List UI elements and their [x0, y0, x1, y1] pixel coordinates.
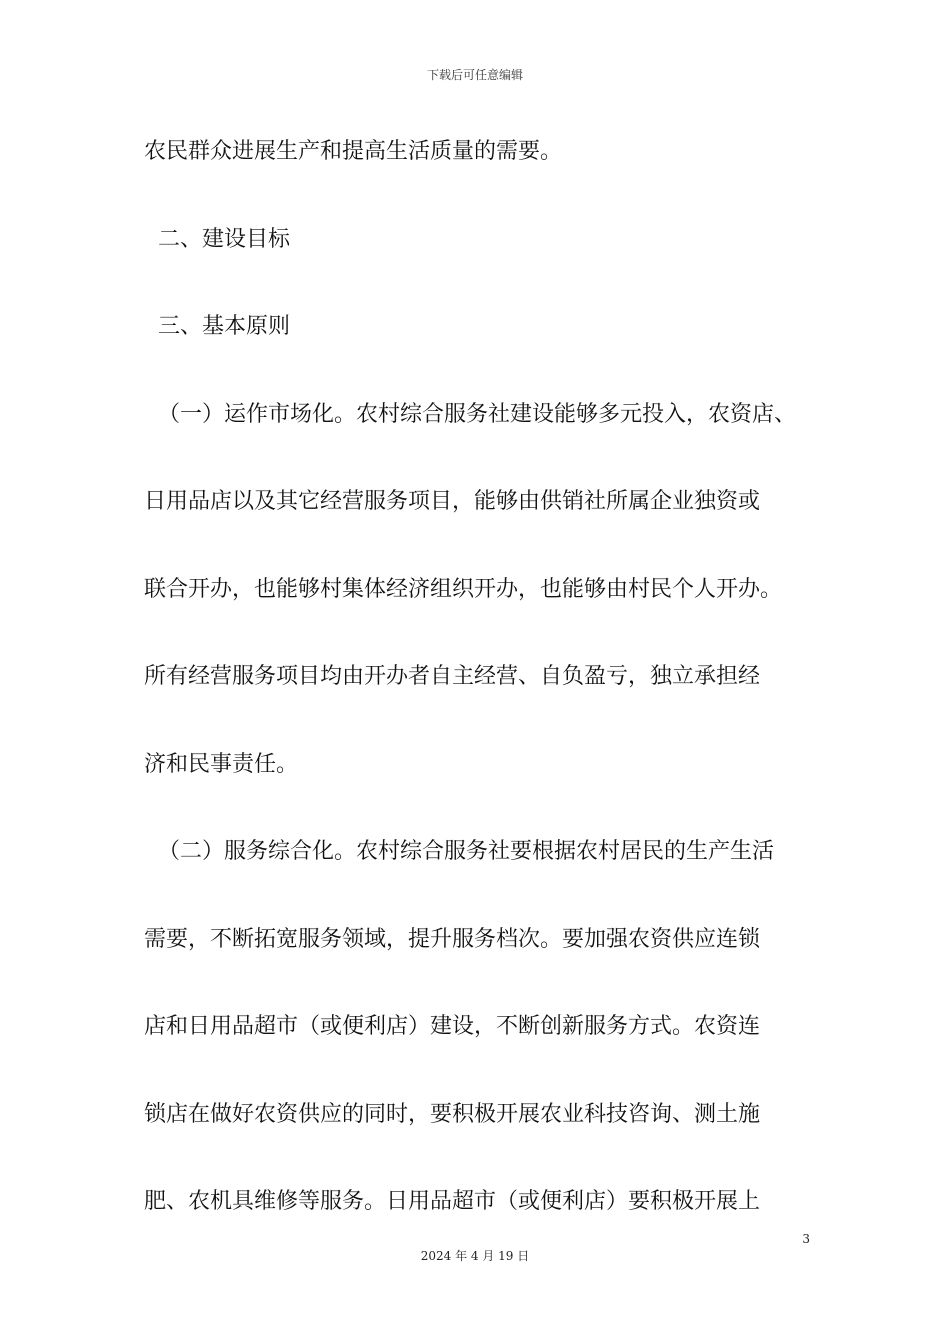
paragraph-1-line-1: （一）运作市场化。农村综合服务社建设能够多元投入，农资店、 — [158, 401, 797, 427]
paragraph-1-line-2: 日用品店以及其它经营服务项目，能够由供销社所属企业独资或 — [144, 489, 761, 514]
page-header: 下载后可任意编辑 — [426, 68, 523, 82]
paragraph-2-line-2: 需要，不断拓宽服务领域，提升服务档次。要加强农资供应连锁 — [144, 926, 761, 952]
footer-date: 2024 年 4 月 19 日 — [420, 1249, 530, 1263]
body-line-1: 农民群众进展生产和提高生活质量的需要。 — [144, 139, 563, 164]
paragraph-1-line-4: 所有经营服务项目均由开办者自主经营、自负盈亏，独立承担经 — [144, 664, 761, 689]
page-number: 3 — [802, 1232, 810, 1246]
paragraph-2-line-3: 店和日用品超市（或便利店）建设，不断创新服务方式。农资连 — [144, 1014, 761, 1039]
paragraph-2-line-1: （二）服务综合化。农村综合服务社要根据农村居民的生产生活 — [158, 839, 775, 864]
section-heading-principles: 三、基本原则 — [158, 314, 291, 339]
document-body — [144, 130, 824, 1268]
paragraph-1-line-5: 济和民事责任。 — [144, 751, 299, 777]
paragraph-2-line-5: 肥、农机具维修等服务。日用品超市（或便利店）要积极开展上 — [144, 1189, 761, 1214]
paragraph-2-line-4: 锁店在做好农资供应的同时，要积极开展农业科技咨询、测土施 — [144, 1101, 761, 1127]
paragraph-1-line-3: 联合开办，也能够村集体经济组织开办，也能够由村民个人开办。 — [144, 576, 783, 602]
section-heading-goals: 二、建设目标 — [158, 226, 291, 252]
